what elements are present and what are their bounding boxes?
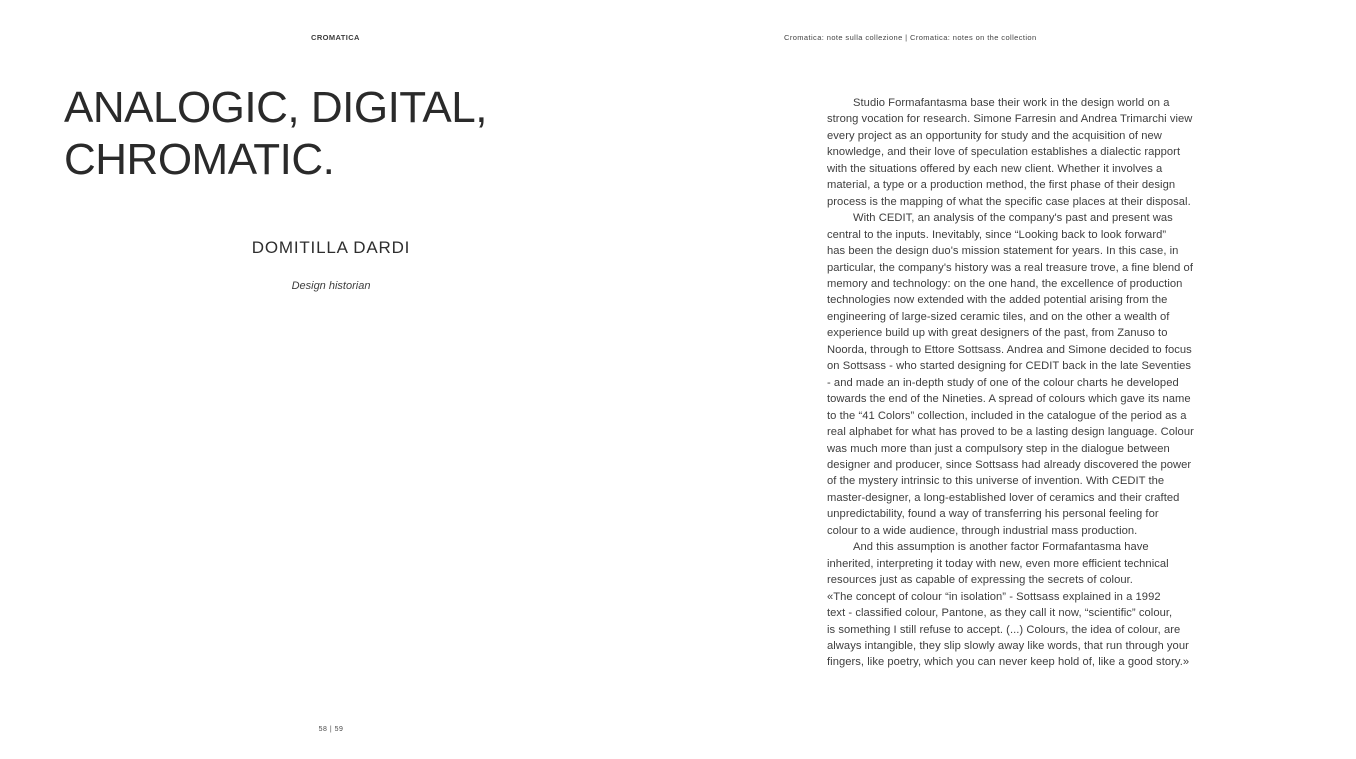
essay-paragraph-1 (827, 95, 1227, 210)
page-title-line-2: CHROMATIC. (64, 135, 335, 184)
text-line: unpredictability, found a way of transferring his personal feeling for (827, 508, 1159, 521)
text-line: knowledge, and their love of speculation establishes a dialectic rapport (827, 146, 1181, 159)
right-running-head: Cromatica: note sulla collezione | Cromatica: notes on the collection (784, 33, 1037, 42)
text-line: is something I still refuse to accept. (...) Colours, the idea of colour, are (827, 623, 1181, 636)
text-line: memory and technology: on the one hand, the excellence of production (827, 277, 1183, 290)
text-line: strong vocation for research. Simone Farresin and Andrea Trimarchi view (827, 113, 1193, 126)
text-line: designer and producer, since Sottsass had already discovered the power (827, 458, 1192, 471)
text-line: central to the inputs. Inevitably, since “Looking back to look forward” (827, 228, 1167, 241)
text-line: always intangible, they slip slowly away like words, that run through your (827, 639, 1189, 652)
text-line: on Sottsass - who started designing for CEDIT back in the late Seventies (827, 360, 1192, 373)
left-running-head: CROMATICA (311, 33, 360, 42)
author-role: Design historian (291, 280, 371, 292)
text-line: with the situations offered by each new client. Whether it involves a (827, 162, 1163, 175)
text-line: of the mystery intrinsic to this universe of invention. With CEDIT the (827, 475, 1165, 488)
text-line: And this assumption is another factor Formafantasma have (853, 541, 1149, 554)
text-line: With CEDIT, an analysis of the company's past and present was (853, 212, 1173, 225)
text-line: experience build up with great designers of the past, from Zanuso to (827, 327, 1168, 340)
text-line: process is the mapping of what the specific case places at their disposal. (827, 195, 1191, 208)
text-line: towards the end of the Nineties. A spread of colours which gave its name (827, 393, 1191, 406)
essay-paragraph-2 (827, 210, 1227, 539)
text-line: to the “41 Colors” collection, included in the catalogue of the period as a (827, 409, 1187, 422)
essay-text-column (827, 95, 1227, 671)
text-line: engineering of large-sized ceramic tiles, and on the other a wealth of (827, 310, 1170, 323)
text-line: fingers, like poetry, which you can never keep hold of, like a good story.» (827, 656, 1190, 669)
page-title (64, 82, 487, 186)
text-line: resources just as capable of expressing the secrets of colour. (827, 574, 1133, 587)
text-line: particular, the company's history was a real treasure trove, a fine blend of (827, 261, 1193, 274)
essay-paragraph-3 (827, 539, 1227, 671)
text-line: inherited, interpreting it today with new, even more efficient technical (827, 557, 1169, 570)
author-name: DOMITILLA DARDI (251, 238, 411, 257)
page-numbers: 58 | 59 (318, 726, 344, 733)
text-line: has been the design duo's mission statement for years. In this case, in (827, 245, 1179, 258)
text-line: real alphabet for what has proved to be a lasting design language. Colour (827, 426, 1194, 439)
text-line: technologies now extended with the added potential arising from the (827, 294, 1168, 307)
text-line: - and made an in-depth study of one of the colour charts he developed (827, 376, 1179, 389)
text-line: every project as an opportunity for study and the acquisition of new (827, 129, 1162, 142)
text-line: colour to a wide audience, through industrial mass production. (827, 524, 1138, 537)
text-line: text - classified colour, Pantone, as they call it now, “scientific” colour, (827, 607, 1173, 620)
text-line: Noorda, through to Ettore Sottsass. Andrea and Simone decided to focus (827, 343, 1192, 356)
text-line: master-designer, a long-established lover of ceramics and their crafted (827, 491, 1180, 504)
page-title-line-1: ANALOGIC, DIGITAL, (64, 83, 487, 132)
text-line: «The concept of colour “in isolation” - Sottsass explained in a 1992 (827, 590, 1161, 603)
text-line: Studio Formafantasma base their work in the design world on a (853, 97, 1170, 109)
text-line: was much more than just a compulsory step in the dialogue between (827, 442, 1170, 455)
author-block (0, 238, 662, 292)
text-line: material, a type or a production method, the first phase of their design (827, 179, 1176, 192)
